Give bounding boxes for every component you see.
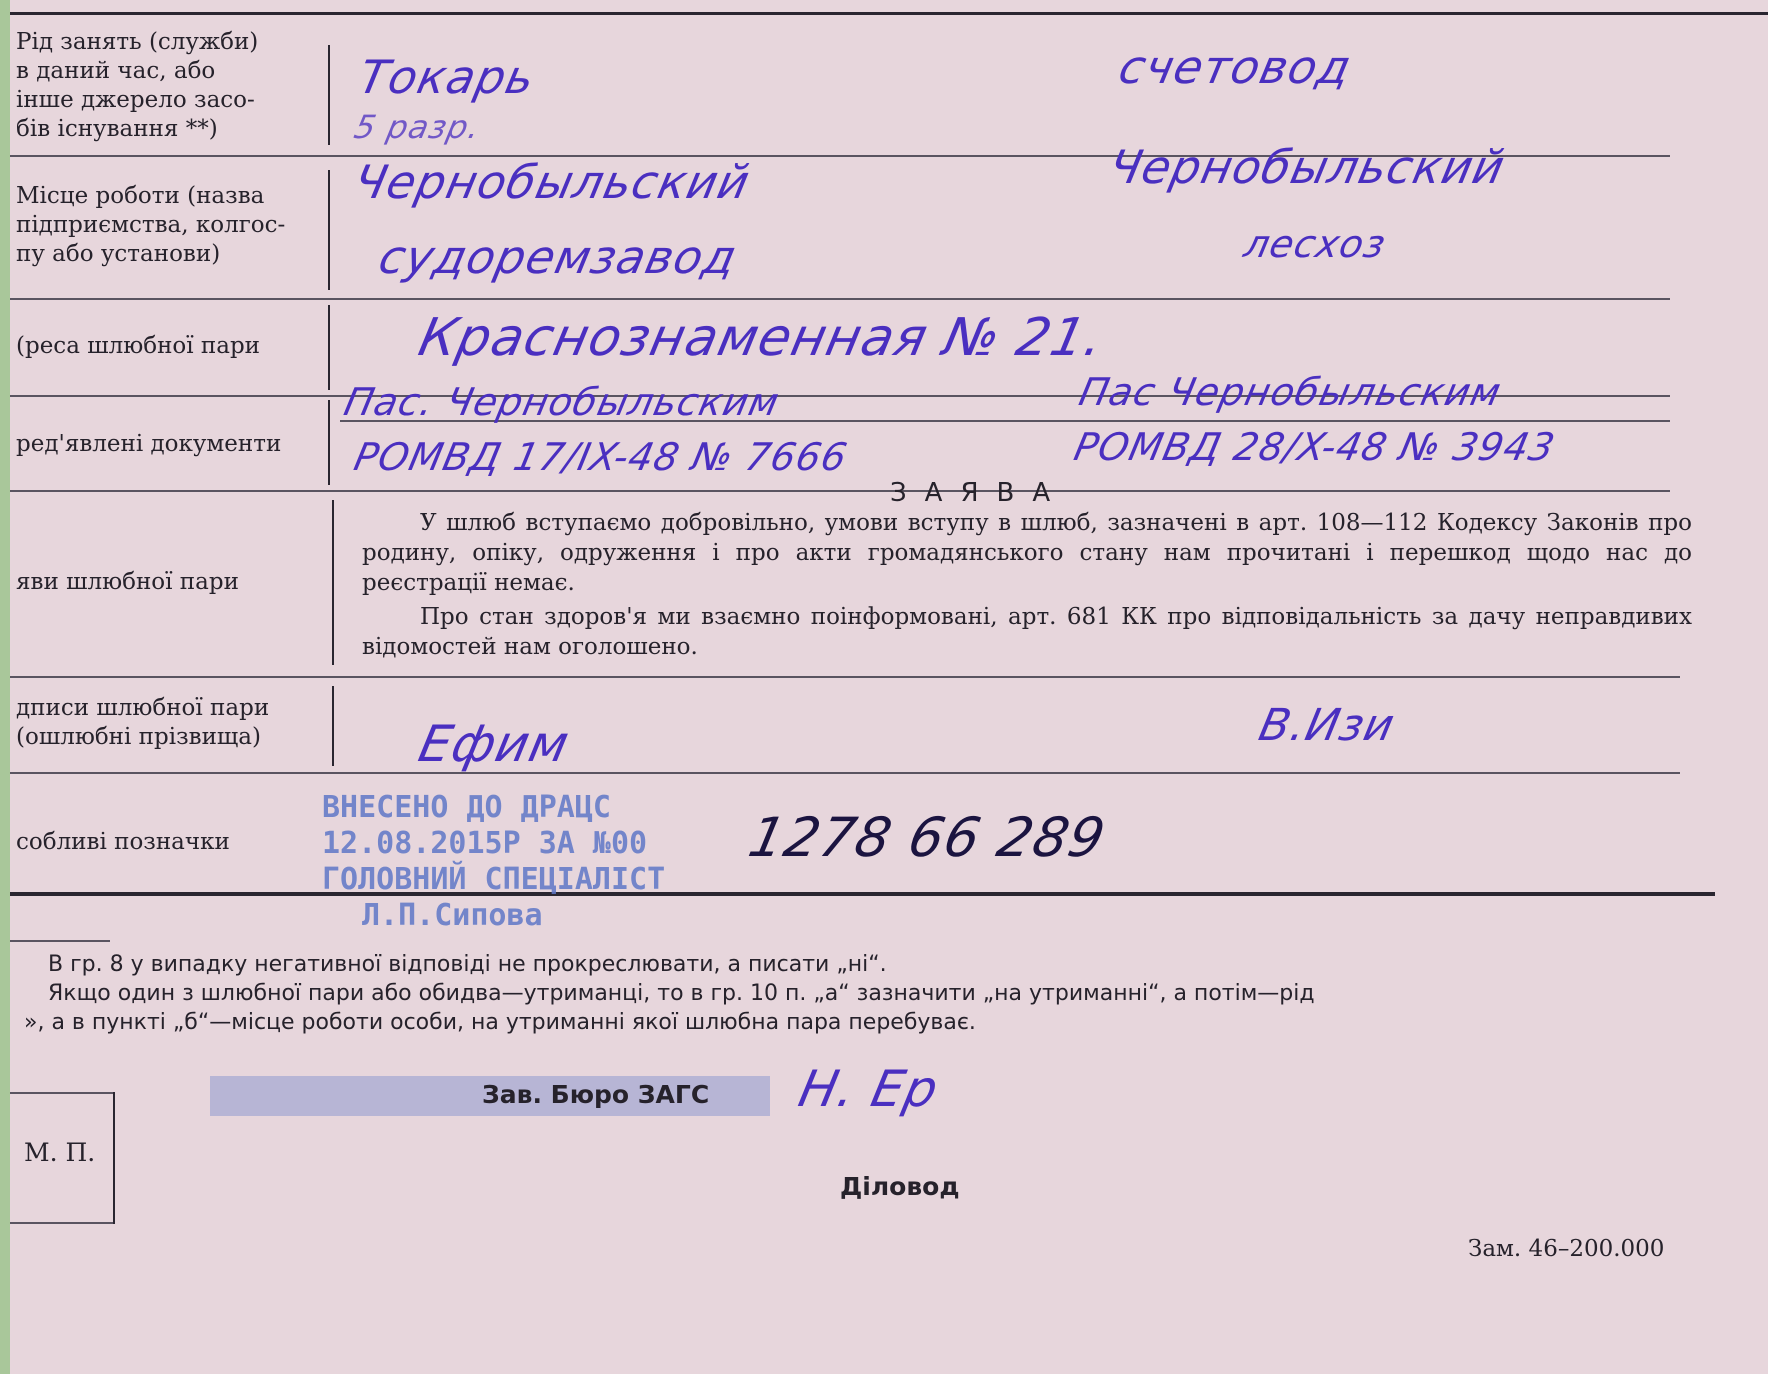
documents-label-line: ред'явлені документи	[16, 431, 282, 457]
seal-box-right	[113, 1092, 115, 1224]
rule-workplace-bottom	[10, 298, 1670, 300]
label-column-divider-4	[328, 400, 330, 485]
documents-label	[16, 430, 316, 459]
seal-label: М. П.	[24, 1138, 96, 1167]
signatures-label-line: (ошлюбні прізвища)	[16, 724, 261, 750]
address-label-line: (реса шлюбної пари	[16, 333, 261, 359]
rule-seal-bottom	[10, 1222, 115, 1224]
label-column-divider-5	[332, 500, 334, 665]
bride-documents-line2: РОМВД 28/X-48 № 3943	[1070, 425, 1560, 469]
stamp-line: Л.П.Сипова	[362, 898, 543, 933]
rule-table-bottom	[10, 892, 1715, 896]
registry-head-signature: Н. Ер	[793, 1060, 944, 1118]
workplace-label-line: пу або установи)	[16, 241, 221, 267]
label-column-divider-3	[328, 305, 330, 390]
print-order-number: Зам. 46–200.000	[1468, 1236, 1665, 1262]
rule-signatures-bottom	[10, 772, 1680, 774]
clerk-title: Діловод	[840, 1172, 960, 1201]
rule-declaration-bottom	[10, 676, 1680, 678]
declaration-paragraph: У шлюб вступаємо добровільно, умови вступу в шлюб, зазначені в арт. 108—112 Кодексу Законів про родину, опіку, одруження і про акти громадянського стану нам прочитані і перешкод щодо нас до реєстрації немає.	[362, 510, 1692, 596]
bride-occupation: счетовод	[1114, 40, 1357, 94]
special-marks-label-line: собливі позначки	[16, 829, 230, 855]
groom-documents-line2: РОМВД 17/IX-48 № 7666	[350, 435, 852, 479]
form-sheet	[10, 0, 1768, 1374]
registry-number: 1278 66 289	[743, 806, 1112, 869]
top-rule	[10, 12, 1768, 15]
signatures-label	[16, 694, 316, 752]
groom-workplace-line1: Чернобыльский	[349, 155, 756, 209]
special-marks-label	[16, 828, 316, 857]
signatures-label-line: дписи шлюбної пари	[16, 695, 270, 721]
declaration-title: ЗАЯВА	[890, 478, 1069, 508]
occupation-label-line: в даний час, або	[16, 58, 216, 84]
stamp-line: 12.08.2015Р ЗА №00	[322, 826, 648, 861]
declaration-label-line: яви шлюбної пари	[16, 569, 239, 595]
groom-documents-line1: Пас. Чернобыльским	[340, 380, 784, 424]
bride-documents-line1: Пас Чернобыльским	[1075, 370, 1506, 414]
groom-occupation: Токарь	[354, 50, 541, 104]
footnote-line: Якщо один з шлюбної пари або обидва—утриманці, то в гр. 10 п. „а“ зазначити „на утриманні“, а потім—рід	[48, 981, 1315, 1006]
bride-workplace-line2: лесхоз	[1240, 222, 1391, 266]
registry-stamp	[322, 790, 665, 934]
workplace-label-line: Місце роботи (назва	[16, 183, 265, 209]
rule-docs-bottom	[10, 490, 1670, 492]
address-label	[16, 332, 316, 361]
workplace-label	[16, 182, 316, 269]
occupation-label-line: бів існування **)	[16, 116, 218, 142]
label-column-divider-6	[332, 686, 334, 766]
declaration-text	[362, 508, 1692, 662]
occupation-label	[16, 28, 316, 144]
address-value: Краснознаменная № 21.	[413, 308, 1110, 368]
footnote-line: В гр. 8 у випадку негативної відповіді не прокреслювати, а писати „ні“.	[48, 952, 887, 977]
groom-signature: Ефим	[413, 715, 575, 773]
groom-workplace-line2: судоремзавод	[374, 230, 743, 284]
occupation-label-line: інше джерело засо-	[16, 87, 255, 113]
workplace-label-line: підприємства, колгос-	[16, 212, 286, 238]
footnotes	[24, 950, 1704, 1037]
rule-footnote	[10, 940, 110, 942]
footnote-line: », а в пункті „б“—місце роботи особи, на утриманні якої шлюбна пара перебуває.	[24, 1010, 976, 1035]
rule-seal-top	[10, 1092, 115, 1094]
label-column-divider-2	[328, 170, 330, 290]
registry-head-title: Зав. Бюро ЗАГС	[482, 1080, 710, 1109]
label-column-divider-1	[328, 45, 330, 145]
bride-signature: В.Изи	[1254, 700, 1400, 751]
declaration-label	[16, 568, 316, 597]
stamp-line: ВНЕСЕНО ДО ДРАЦС	[322, 790, 611, 825]
declaration-paragraph: Про стан здоров'я ми взаємно поінформовані, арт. 681 КК про відповідальність за дачу неправдивих відомостей нам оголошено.	[362, 604, 1692, 660]
bride-workplace-line1: Чернобыльский	[1104, 140, 1511, 194]
stamp-line: ГОЛОВНИЙ СПЕЦІАЛІСТ	[322, 862, 666, 897]
occupation-label-line: Рід занять (служби)	[16, 29, 259, 55]
groom-occupation-grade: 5 разр.	[350, 108, 484, 146]
